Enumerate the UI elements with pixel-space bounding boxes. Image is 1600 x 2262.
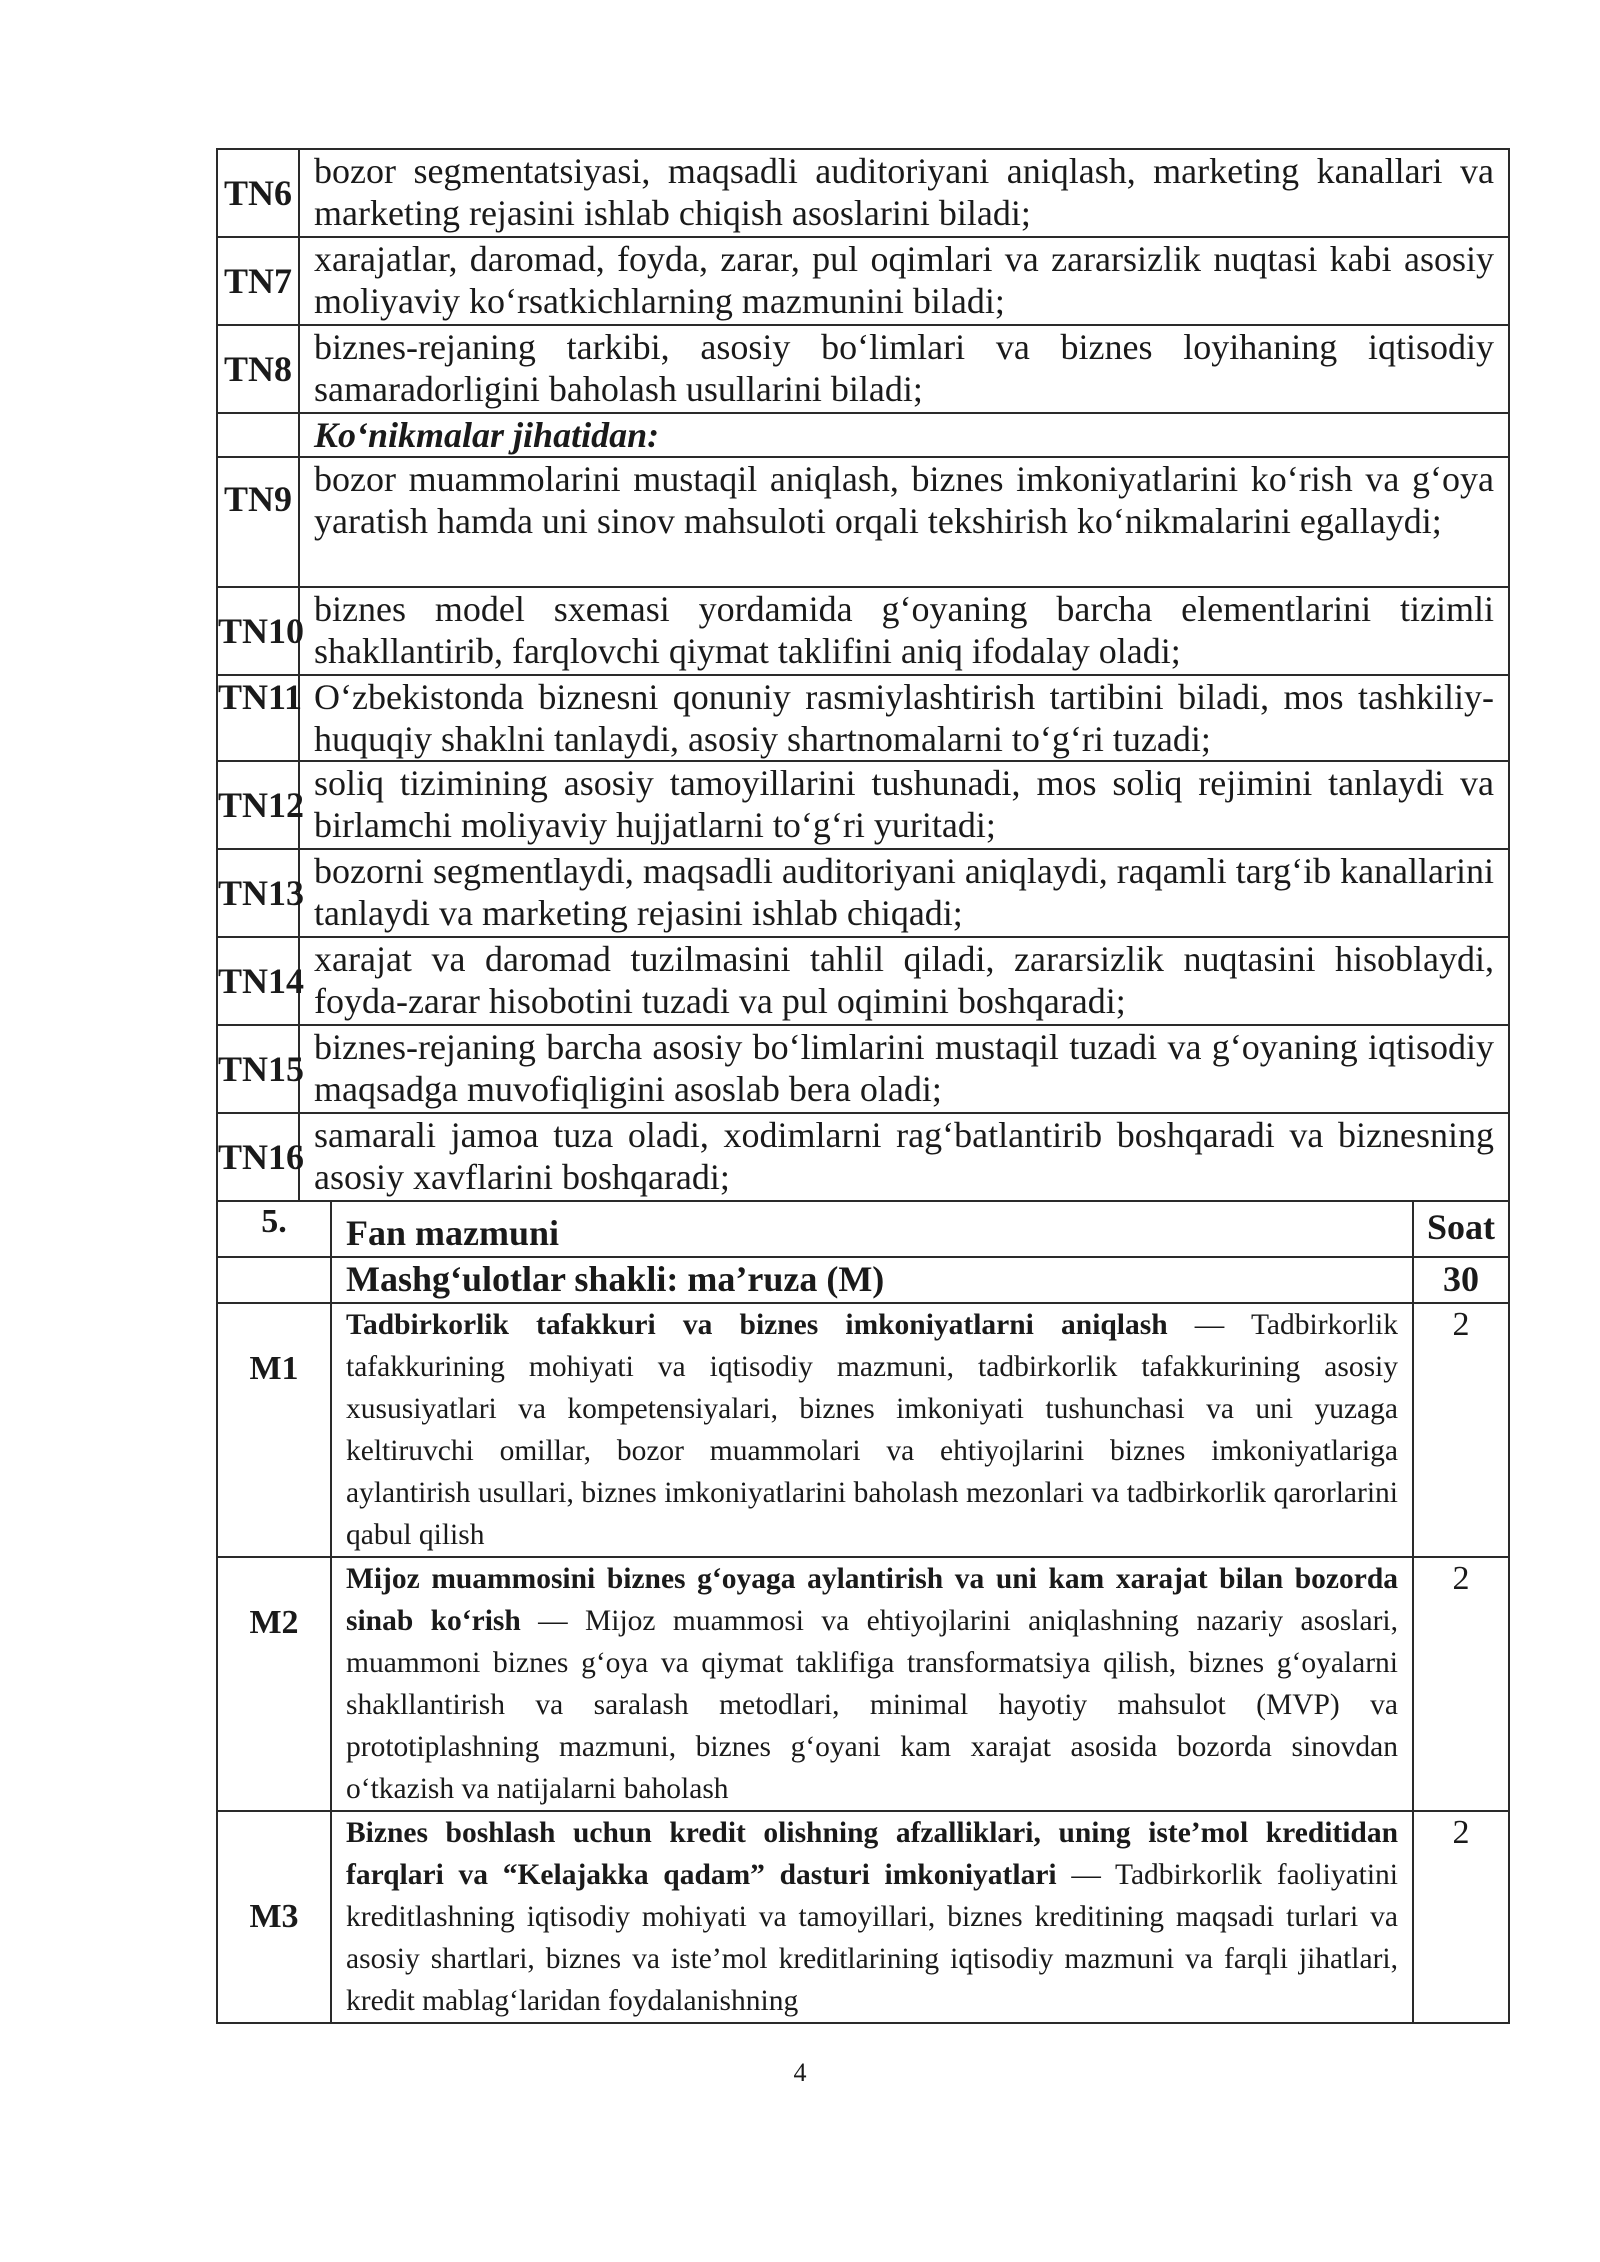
outcome-code: TN8 (217, 325, 299, 413)
empty-number-cell (217, 1257, 331, 1303)
skills-heading: Ko‘nikmalar jihatidan: (299, 413, 1509, 457)
outcome-text: bozor segmentatsiyasi, maqsadli auditoriyani aniqlash, marketing kanallari va marketing rejasini ishlab chiqish asoslarini biladi; (299, 149, 1509, 237)
outcome-text: soliq tizimining asosiy tamoyillarini tushunadi, mos soliq rejimini tanlaydi va birlamchi moliyaviy hujjatlarni to‘g‘ri yuritadi; (299, 761, 1509, 849)
table-row (217, 237, 1509, 325)
lecture-body: — Mijoz muammosi va ehtiyojlarini aniqlashning nazariy asoslari, muammoni biznes g‘oya va qiymat taklifiga transformatsiya qilish, biznes g‘oyalarni shakllantirish va saralash metodlari, minimal hayotiy mahsulot (MVP) va prototiplashning mazmuni, biznes g‘oyani kam xarajat asosida bozorda sinovdan o‘tkazish va natijalarni baholash (346, 1605, 1398, 1805)
table-row (217, 1257, 1509, 1303)
lecture-hours: 2 (1413, 1303, 1509, 1557)
table-row (217, 413, 1509, 457)
table-row (217, 1303, 1509, 1557)
table-row (217, 1201, 1509, 1257)
learning-outcomes-table (216, 148, 1510, 1202)
table-row (217, 1811, 1509, 2023)
lecture-hours: 2 (1413, 1557, 1509, 1811)
table-row (217, 1113, 1509, 1201)
lecture-code: M1 (217, 1303, 331, 1557)
lecture-form-title: Mashg‘ulotlar shakli: ma’ruza (M) (331, 1257, 1413, 1303)
table-row (217, 149, 1509, 237)
outcome-code: TN15 (217, 1025, 299, 1113)
lecture-description (331, 1811, 1413, 2023)
lecture-description (331, 1303, 1413, 1557)
outcome-code: TN16 (217, 1113, 299, 1201)
course-content-table (216, 1200, 1510, 2024)
outcome-code: TN11 (217, 675, 299, 761)
page-number: 4 (793, 2058, 807, 2087)
lecture-title: Mijoz muammosini biznes g‘oyaga aylantirish va uni kam xarajat bilan bozorda sinab ko‘rish (346, 1563, 1398, 1637)
empty-code-cell (217, 413, 299, 457)
lecture-description (331, 1557, 1413, 1811)
table-row (217, 675, 1509, 761)
outcome-code: TN6 (217, 149, 299, 237)
outcome-text: O‘zbekistonda biznesni qonuniy rasmiylashtirish tartibini biladi, mos tashkiliy-huquqiy shaklni tanlaydi, asosiy shartnomalarni to‘g‘ri tuzadi; (299, 675, 1509, 761)
table-row (217, 849, 1509, 937)
lecture-title: Tadbirkorlik tafakkuri va biznes imkoniyatlarni aniqlash (346, 1309, 1168, 1341)
outcome-text: samarali jamoa tuza oladi, xodimlarni rag‘batlantirib boshqaradi va biznesning asosiy xavflarini boshqaradi; (299, 1113, 1509, 1201)
section-number: 5. (217, 1201, 331, 1257)
outcome-text: bozorni segmentlaydi, maqsadli auditoriyani aniqlaydi, raqamli targ‘ib kanallarini tanlaydi va marketing rejasini ishlab chiqadi; (299, 849, 1509, 937)
outcome-code: TN7 (217, 237, 299, 325)
lecture-code: M3 (217, 1811, 331, 2023)
lecture-code: M2 (217, 1557, 331, 1811)
outcome-text: biznes-rejaning barcha asosiy bo‘limlarini mustaqil tuzadi va g‘oyaning iqtisodiy maqsadga muvofiqligini asoslab bera oladi; (299, 1025, 1509, 1113)
outcome-code: TN13 (217, 849, 299, 937)
outcome-code: TN10 (217, 587, 299, 675)
outcome-code: TN9 (217, 457, 299, 587)
lecture-body: — Tadbirkorlik tafakkurining mohiyati va iqtisodiy mazmuni, tadbirkorlik tafakkurining asosiy xususiyatlari va kompetensiyalari, biznes imkoniyati tushunchasi va uni yuzaga keltiruvchi omillar, bozor muammolari va ehtiyojlarini biznes imkoniyatlariga aylantirish usullari, biznes imkoniyatlarini baholash mezonlari va tadbirkorlik qarorlarini qabul qilish (346, 1309, 1398, 1551)
outcome-code: TN12 (217, 761, 299, 849)
outcome-text: xarajatlar, daromad, foyda, zarar, pul oqimlari va zararsizlik nuqtasi kabi asosiy moliyaviy ko‘rsatkichlarning mazmunini biladi; (299, 237, 1509, 325)
table-row (217, 1025, 1509, 1113)
section-title: Fan mazmuni (331, 1201, 1413, 1257)
lecture-body: — Tadbirkorlik faoliyatini kreditlashning iqtisodiy mohiyati va tamoyillari, biznes kreditining maqsadi turlari va asosiy shartlari, biznes va iste’mol kreditlarining iqtisodiy mazmuni va farqli jihatlari, kredit mablag‘laridan foydalanishning (346, 1859, 1399, 2017)
table-row (217, 457, 1509, 587)
table-row (217, 325, 1509, 413)
lecture-hours: 2 (1413, 1811, 1509, 2023)
lecture-title: Biznes boshlash uchun kredit olishning afzalliklari, uning iste’mol kreditidan farqlari va “Kelajakka qadam” dasturi imkoniyatlari (346, 1817, 1398, 1891)
outcome-text: biznes model sxemasi yordamida g‘oyaning barcha elementlarini tizimli shakllantirib, farqlovchi qiymat taklifini aniq ifodalay oladi; (299, 587, 1509, 675)
lecture-total-hours: 30 (1413, 1257, 1509, 1303)
table-row (217, 761, 1509, 849)
outcome-text: biznes-rejaning tarkibi, asosiy bo‘limlari va biznes loyihaning iqtisodiy samaradorligini baholash usullarini biladi; (299, 325, 1509, 413)
outcome-code: TN14 (217, 937, 299, 1025)
hours-header: Soat (1413, 1201, 1509, 1257)
outcome-text: xarajat va daromad tuzilmasini tahlil qiladi, zararsizlik nuqtasini hisoblaydi, foyda-zarar hisobotini tuzadi va pul oqimini boshqaradi; (299, 937, 1509, 1025)
table-row (217, 1557, 1509, 1811)
table-row (217, 587, 1509, 675)
outcome-text: bozor muammolarini mustaqil aniqlash, biznes imkoniyatlarini ko‘rish va g‘oya yaratish hamda uni sinov mahsuloti orqali tekshirish ko‘nikmalarini egallaydi; (299, 457, 1509, 587)
table-row (217, 937, 1509, 1025)
